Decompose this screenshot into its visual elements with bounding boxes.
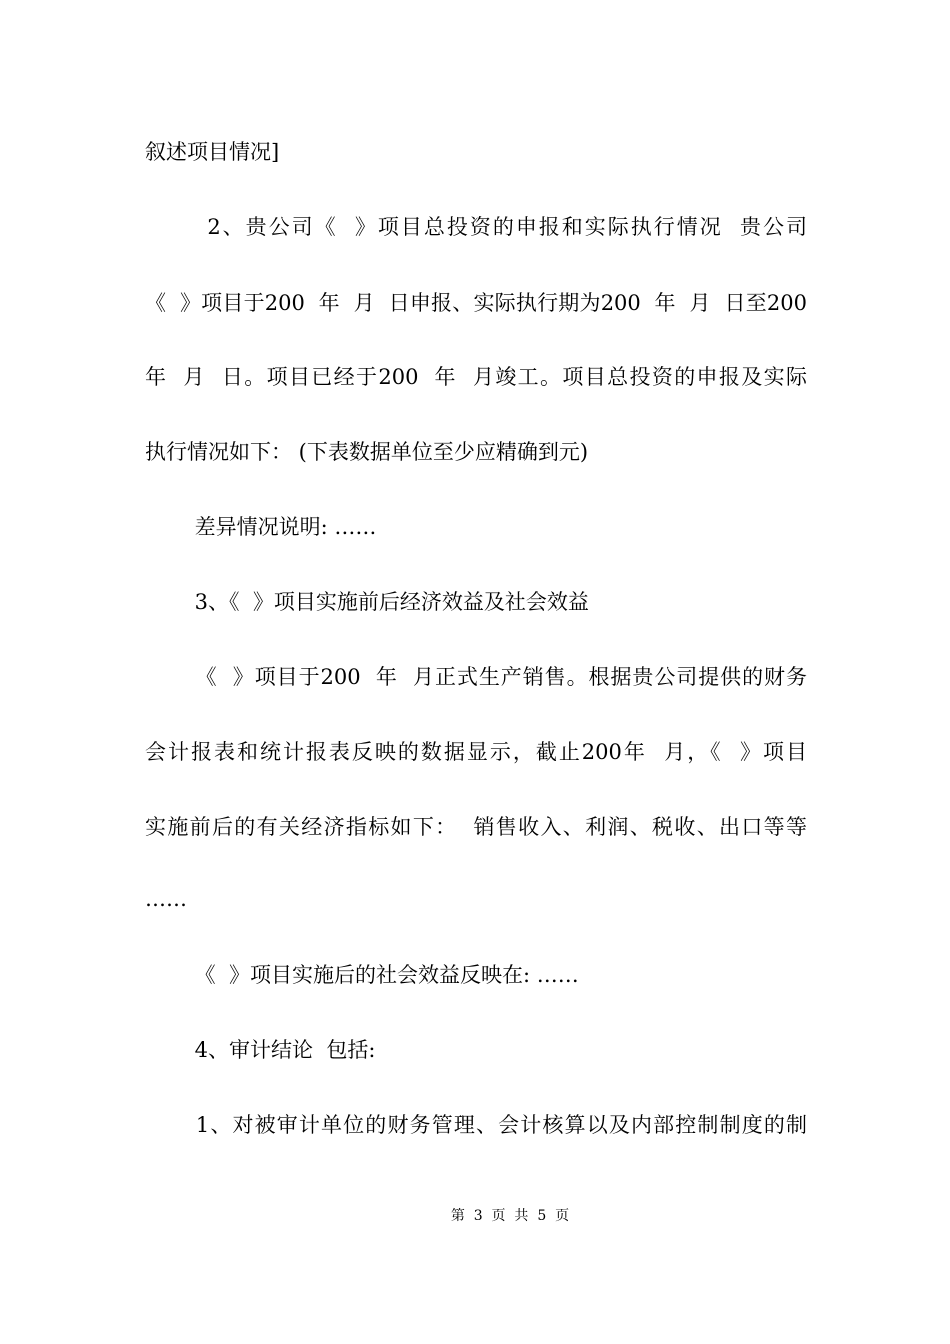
text-line-3: 《 》项目于200 年 月 日申报、实际执行期为200 年 月 日至200 (145, 291, 807, 315)
text-line-8: 《 》项目于200 年 月正式生产销售。根据贵公司提供的财务 (188, 665, 807, 689)
text-line-7: 3、《 》项目实施前后经济效益及社会效益 (188, 590, 589, 614)
text-line-13: 4、审计结论 包括: (188, 1038, 376, 1062)
text-line-2: 2、贵公司《 》项目总投资的申报和实际执行情况 贵公司 (190, 215, 807, 239)
text-line-5: 执行情况如下： (下表数据单位至少应精确到元) (145, 440, 589, 464)
text-line-4: 年 月 日。项目已经于200 年 月竣工。项目总投资的申报及实际 (145, 365, 807, 389)
text-line-11: …… (145, 887, 187, 911)
text-line-6: 差异情况说明: …… (188, 515, 377, 539)
text-line-14: 1、对被审计单位的财务管理、会计核算以及内部控制制度的制 (188, 1113, 807, 1137)
page-number-footer: 第 3 页 共 5 页 (450, 1208, 570, 1224)
text-line-1: 叙述项目情况] (145, 140, 280, 164)
text-line-9: 会计报表和统计报表反映的数据显示，截止200年 月，《 》项目 (145, 740, 807, 764)
text-line-12: 《 》项目实施后的社会效益反映在: …… (188, 963, 579, 987)
text-line-10: 实施前后的有关经济指标如下： 销售收入、利润、税收、出口等等 (145, 815, 807, 839)
